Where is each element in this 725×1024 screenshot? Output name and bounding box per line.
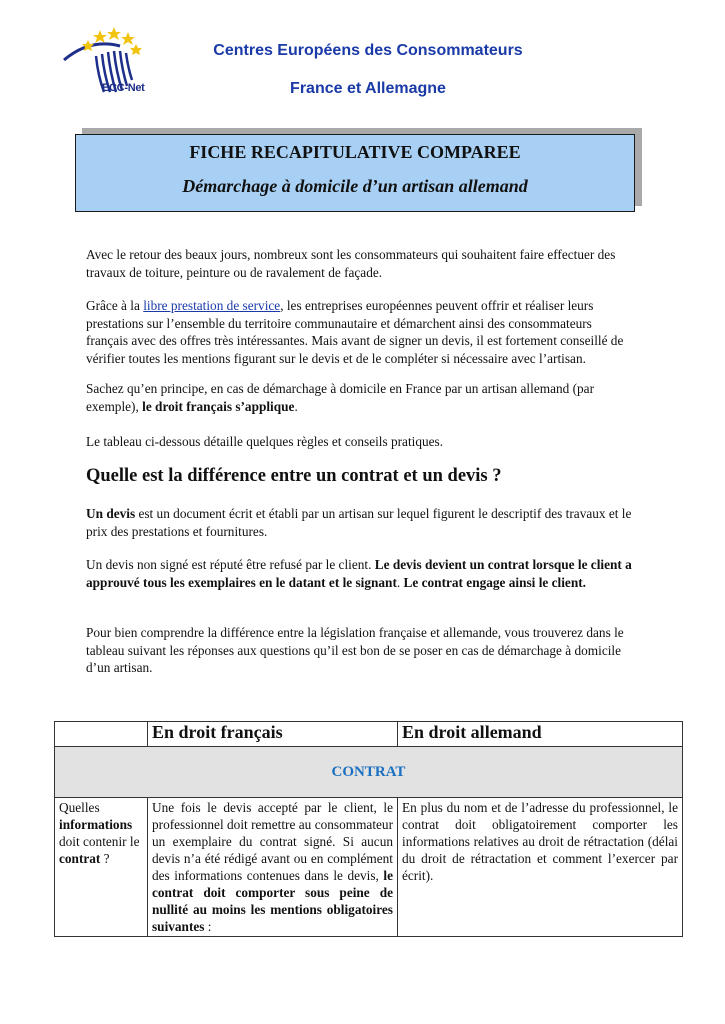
p3-bold: le droit français s’applique xyxy=(142,398,295,414)
fr-text: Une fois le devis accepté par le client, le professionnel doit remettre au consommateur un exemplaire du contrat signé. Si aucun devis n’a été rédigé avant ou en complément des informations contenues dans le devis, xyxy=(152,800,393,883)
fr-end: : xyxy=(204,919,212,934)
contrat-bold-1: Le devis devient un contrat lorsque le client a approuvé tous les exemplaires en le datant et le signant xyxy=(86,557,632,590)
q-bold-1: informations xyxy=(59,817,133,832)
p3-text-before: Sachez qu’en principe, en cas de démarchage à domicile en France par un artisan allemand (par exemple), xyxy=(86,381,594,414)
q-text-1: Quelles xyxy=(59,800,100,815)
p2-text-after: , les entreprises européennes peuvent offrir et réaliser leurs prestations sur l’ensemble du territoire communautaire et démarchent ainsi des consommateurs français avec des offres très intéressantes. Mais avant de signer un devis, il est fortement conseillé de vérifier toutes les mentions figurant sur le devis et de le compléter si nécessaire avec l’artisan. xyxy=(86,298,624,366)
p3-text-after: . xyxy=(294,398,298,414)
section-heading: Quelle est la différence entre un contrat et un devis ? xyxy=(86,466,502,486)
intro-paragraph-3 xyxy=(86,380,634,415)
p2-text-before: Grâce à la xyxy=(86,298,144,313)
table-row xyxy=(55,798,683,937)
comparison-paragraph: Pour bien comprendre la différence entre la législation française et allemande, vous trouverez dans le tableau suivant les réponses aux questions qu’il est bon de se poser en cas de démarchage à domicile d’un artisan. xyxy=(86,625,624,675)
document-title: FICHE RECAPITULATIVE COMPAREE xyxy=(189,142,521,162)
document-subtitle: Démarchage à domicile d’un artisan allemand xyxy=(182,176,528,196)
section-contrat-label: CONTRAT xyxy=(55,747,683,798)
intro-paragraph-2 xyxy=(86,297,634,367)
question-cell xyxy=(55,798,148,937)
contrat-paragraph xyxy=(86,556,634,591)
intro-paragraph-1: Avec le retour des beaux jours, nombreux sont les consommateurs qui souhaitent faire effectuer des travaux de toiture, peinture ou de ravalement de façade. xyxy=(86,247,616,280)
q-text-2: doit contenir le xyxy=(59,834,140,849)
fr-bold: le contrat doit comporter sous peine de nullité au moins les mentions obligatoires suivantes xyxy=(152,868,393,934)
libre-prestation-link[interactable]: libre prestation de service xyxy=(143,298,281,313)
q-text-3: ? xyxy=(100,851,110,866)
german-law-cell: En plus du nom et de l’adresse du professionnel, le contrat doit obligatoirement comporter les informations relatives au droit de rétractation (délai du droit de rétractation et comment l’exercer par écrit). xyxy=(398,798,683,937)
table-section-row xyxy=(55,747,683,798)
org-subtitle: France et Allemagne xyxy=(290,80,446,97)
devis-bold: Un devis xyxy=(86,506,136,521)
comparison-table xyxy=(54,721,683,937)
contrat-dot: . xyxy=(396,574,404,590)
contrat-text: Un devis non signé est réputé être refusé par le client. xyxy=(86,557,375,572)
contrat-bold-2: Le contrat engage ainsi le client. xyxy=(403,574,586,590)
title-box xyxy=(75,134,635,212)
intro-paragraph-4: Le tableau ci-dessous détaille quelques règles et conseils pratiques. xyxy=(86,434,444,449)
french-law-cell xyxy=(148,798,398,937)
table-header-row xyxy=(55,722,683,747)
devis-rest: est un document écrit et établi par un artisan sur lequel figurent le descriptif des travaux et le prix des prestations et fournitures. xyxy=(86,506,632,539)
q-bold-2: contrat xyxy=(59,851,101,866)
header-empty-cell xyxy=(55,722,148,747)
devis-paragraph xyxy=(86,505,634,540)
header-german-law: En droit allemand xyxy=(398,722,683,747)
header-french-law: En droit français xyxy=(148,722,398,747)
org-title: Centres Européens des Consommateurs xyxy=(213,42,523,59)
logo-text: ECC-Net xyxy=(102,82,145,94)
